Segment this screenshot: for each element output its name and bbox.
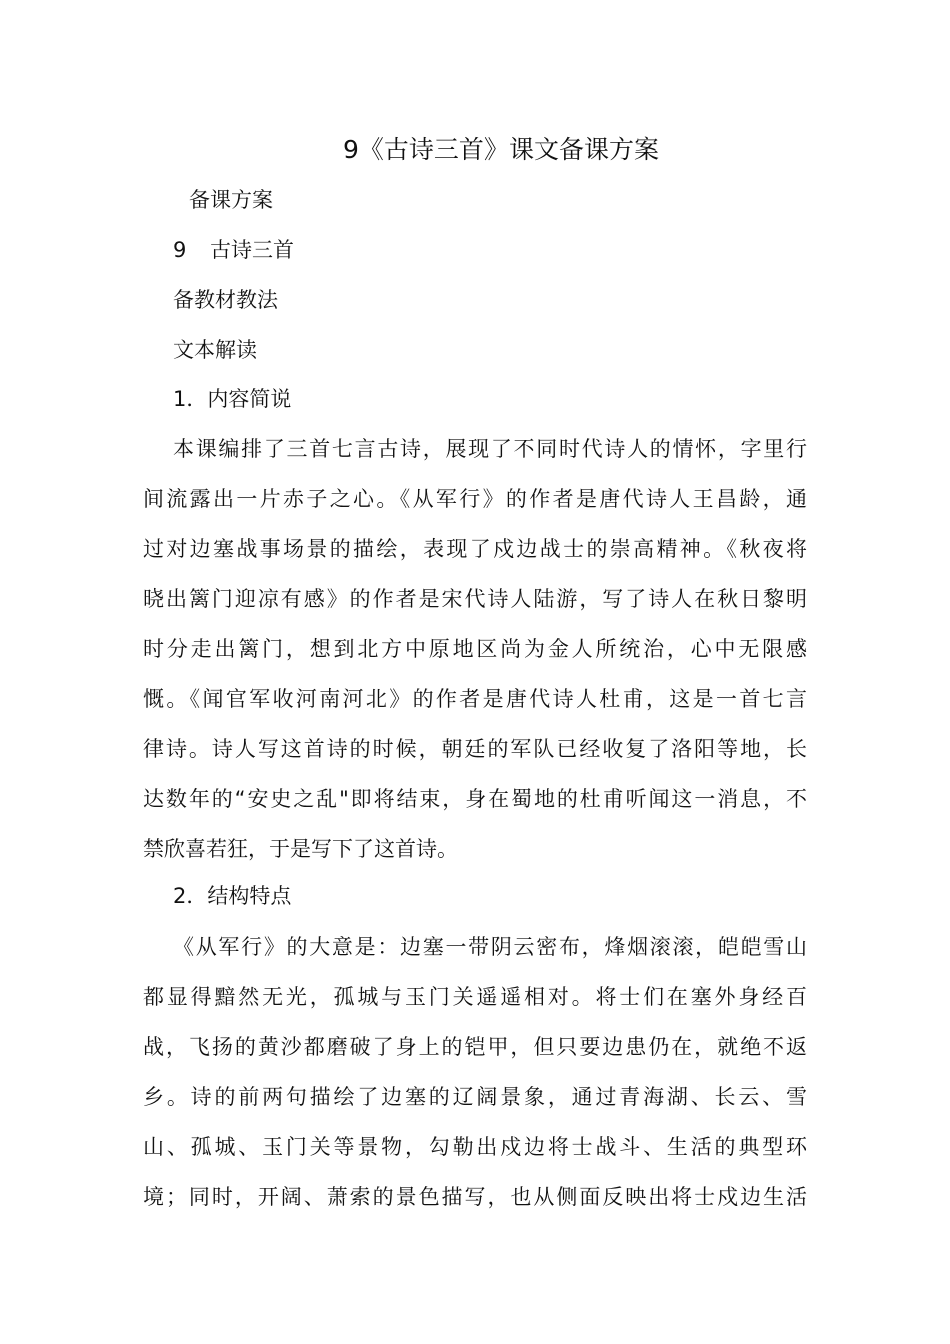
document-title: 9《古诗三首》课文备课方案 — [343, 135, 659, 164]
paragraph-line: 境；同时，开阔、萧索的景色描写，也从侧面反映出将士戍边生活 — [143, 1185, 807, 1209]
item1-heading: 1．内容简说 — [173, 387, 292, 411]
paragraph-line: 禁欣喜若狂，于是写下了这首诗。 — [143, 837, 458, 861]
lesson-name: 古诗三首 — [210, 238, 294, 262]
paragraph-line: 《从军行》的大意是：边塞一带阴云密布，烽烟滚滚，皑皑雪山 — [173, 935, 807, 959]
paragraph-line: 慨。《闻官军收河南河北》的作者是唐代诗人杜甫，这是一首七言 — [143, 687, 807, 711]
paragraph-line: 乡。诗的前两句描绘了边塞的辽阔景象，通过青海湖、长云、雪 — [143, 1085, 807, 1109]
subheading: 备课方案 — [189, 188, 273, 212]
paragraph-structure — [143, 922, 807, 1222]
paragraph-line: 时分走出篱门，想到北方中原地区尚为金人所统治，心中无限感 — [143, 637, 807, 661]
item2-heading: 2．结构特点 — [173, 884, 292, 908]
paragraph-line: 都显得黯然无光，孤城与玉门关遥遥相对。将士们在塞外身经百 — [143, 985, 807, 1009]
paragraph-line: 山、孤城、玉门关等景物，勾勒出戍边将士战斗、生活的典型环 — [143, 1135, 807, 1159]
section-reading-heading: 文本解读 — [173, 338, 257, 362]
paragraph-line: 间流露出一片赤子之心。《从军行》的作者是唐代诗人王昌龄，通 — [143, 487, 807, 511]
paragraph-line: 晓出篱门迎凉有感》的作者是宋代诗人陆游，写了诗人在秋日黎明 — [143, 587, 807, 611]
section-materials-heading: 备教材教法 — [173, 288, 278, 312]
paragraph-line: 过对边塞战事场景的描绘，表现了戍边战士的崇高精神。《秋夜将 — [143, 537, 807, 561]
paragraph-line: 律诗。诗人写这首诗的时候，朝廷的军队已经收复了洛阳等地，长 — [143, 737, 807, 761]
paragraph-content-summary — [143, 424, 807, 874]
paragraph-line: 达数年的“安史之乱"即将结束，身在蜀地的杜甫听闻这一消息，不 — [143, 787, 807, 811]
paragraph-line: 本课编排了三首七言古诗，展现了不同时代诗人的情怀，字里行 — [173, 437, 807, 461]
paragraph-line: 战，飞扬的黄沙都磨破了身上的铠甲，但只要边患仍在，就绝不返 — [143, 1035, 807, 1059]
lesson-number: 9 — [173, 238, 187, 262]
